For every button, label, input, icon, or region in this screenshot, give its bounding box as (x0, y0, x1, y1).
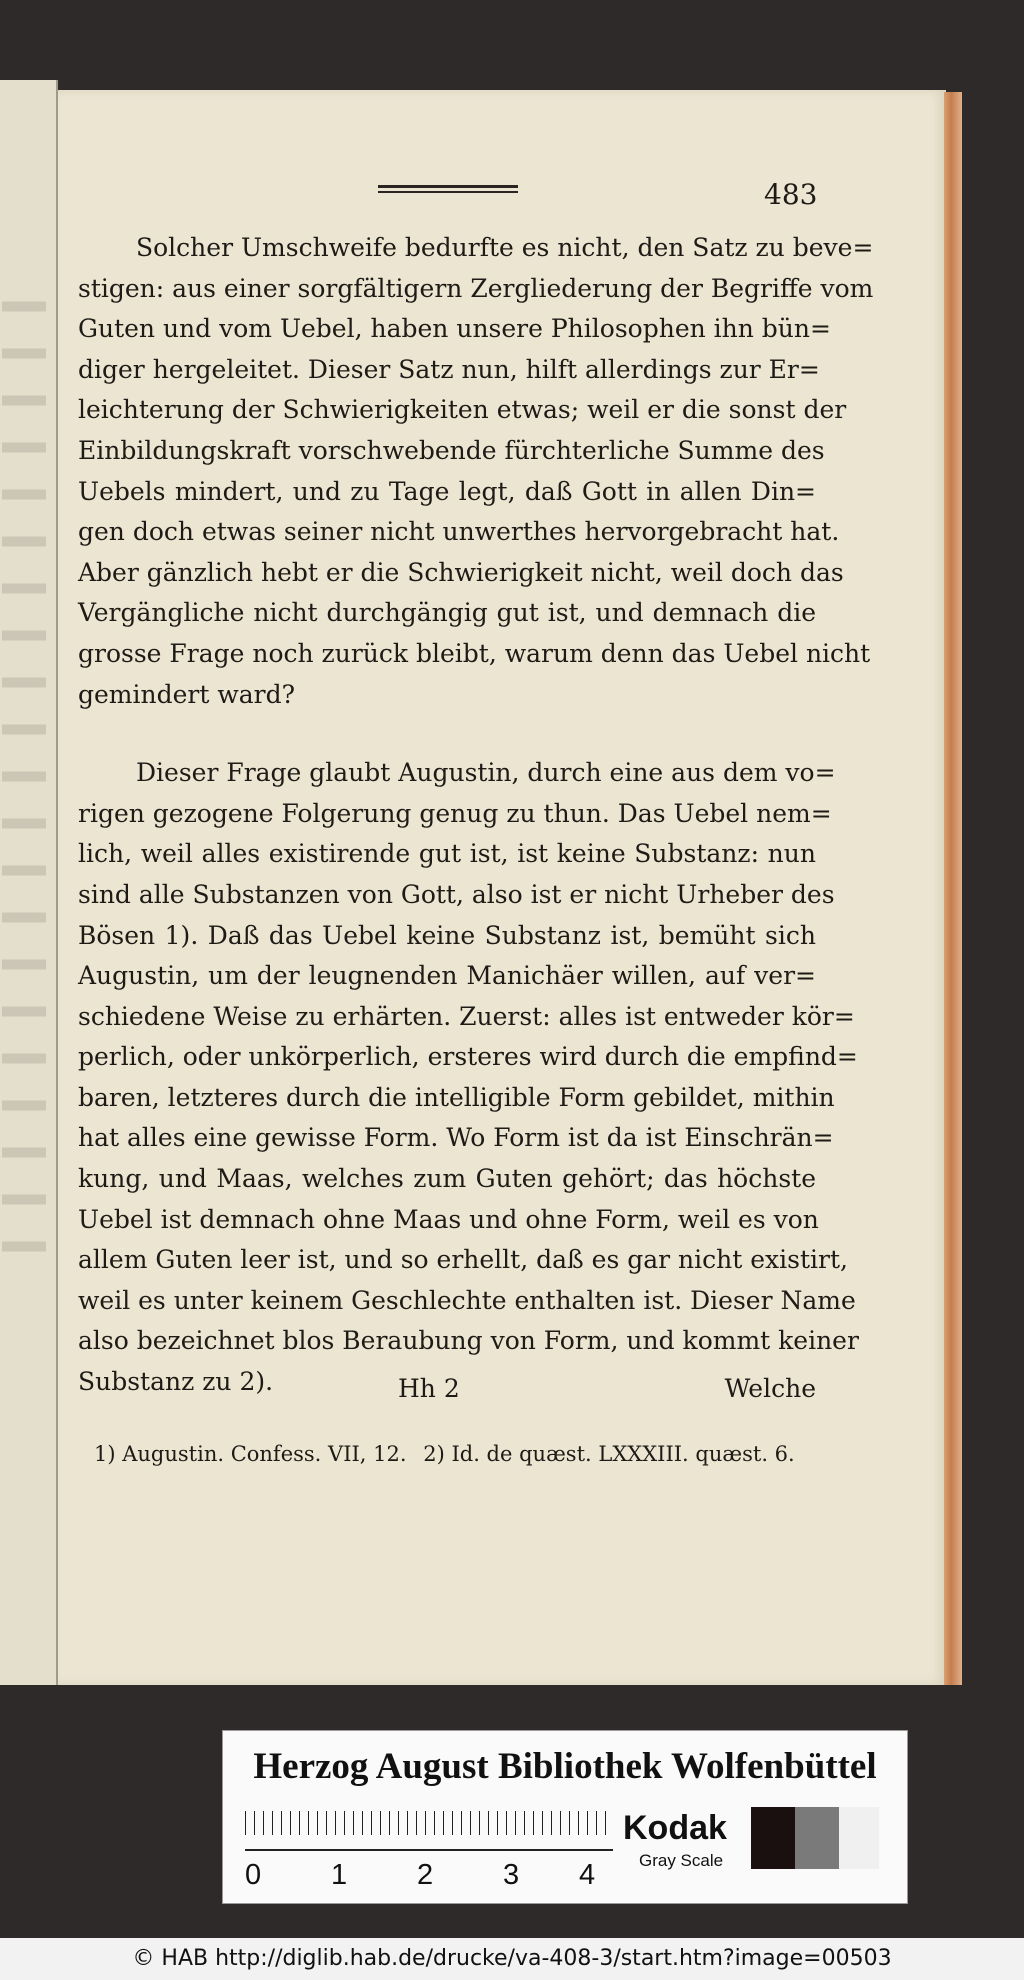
catchword-line (78, 1374, 816, 1414)
text-fragment (2, 280, 46, 327)
ruler-number: 2 (417, 1859, 434, 1891)
paragraph (78, 753, 859, 1403)
text-line: allem Guten leer ist, und so erhellt, daß es gar nicht existirt, (78, 1245, 848, 1275)
text-line: gemindert ward? (78, 679, 296, 709)
text-fragment (2, 750, 46, 797)
text-fragment (2, 327, 46, 374)
text-fragment (2, 1173, 46, 1220)
text-line: lich, weil alles existirende gut ist, ist keine Substanz: nun (78, 839, 816, 869)
text-line: grosse Frage noch zurück bleibt, warum denn das Uebel nicht (78, 638, 871, 668)
gray-scale-label: Gray Scale (639, 1851, 724, 1870)
text-line: leichterung der Schwierigkeiten etwas; weil er die sonst der (78, 395, 847, 425)
text-line: Einbildungskraft vorschwebende fürchterliche Summe des (78, 435, 825, 465)
text-fragment (2, 468, 46, 515)
gray-patch-mid (795, 1807, 839, 1869)
gray-patch-white (839, 1807, 879, 1869)
text-line: hat alles eine gewisse Form. Wo Form ist da ist Einschrän= (78, 1123, 834, 1153)
ruler-number: 1 (331, 1859, 348, 1891)
text-fragment (2, 1220, 46, 1267)
text-fragment (2, 374, 46, 421)
text-line: Augustin, um der leugnenden Manichäer willen, auf ver= (78, 961, 816, 991)
text-fragment (2, 703, 46, 750)
text-fragment (2, 844, 46, 891)
text-fragment (2, 609, 46, 656)
previous-page-edge (0, 80, 58, 1685)
text-line: Bösen 1). Daß das Uebel keine Substanz ist, bemüht sich (78, 920, 816, 950)
text-line: perlich, oder unkörperlich, ersteres wird durch die empfind= (78, 1042, 858, 1072)
text-fragment (2, 1032, 46, 1079)
ruler-ticks (245, 1811, 613, 1851)
text-fragment (2, 1126, 46, 1173)
library-name: Herzog August Bibliothek Wolfenbüttel (253, 1746, 877, 1787)
text-line: schiedene Weise zu erhärten. Zuerst: alles ist entweder kör= (78, 1001, 855, 1031)
ruler-number: 4 (579, 1859, 596, 1891)
body-text (78, 228, 874, 1403)
text-line: gen doch etwas seiner nicht unwerthes hervorgebracht hat. (78, 517, 840, 547)
text-fragment (2, 891, 46, 938)
catchword: Welche (724, 1374, 816, 1403)
book-page (58, 90, 946, 1685)
page-edge (944, 92, 962, 1685)
text-line: rigen gezogene Folgerung genug zu thun. Das Uebel nem= (78, 798, 832, 828)
text-line: Vergängliche nicht durchgängig gut ist, und demnach die (78, 598, 816, 628)
text-fragment (2, 515, 46, 562)
text-line: weil es unter keinem Geschlechte enthalten ist. Dieser Name (78, 1285, 856, 1315)
page-number: 483 (764, 178, 818, 211)
header-rule (378, 185, 518, 193)
text-fragment (2, 1079, 46, 1126)
text-fragment (2, 985, 46, 1032)
text-fragment (2, 562, 46, 609)
ruler (245, 1811, 613, 1851)
text-line: Aber gänzlich hebt er die Schwierigkeit nicht, weil doch das (78, 557, 844, 587)
text-line: Substanz zu 2). (78, 1367, 274, 1397)
text-line: also bezeichnet blos Beraubung von Form, und kommt keiner (78, 1326, 859, 1356)
footnotes (94, 1442, 834, 1466)
text-fragment (2, 656, 46, 703)
text-line: Dieser Frage glaubt Augustin, durch eine aus dem vo= (136, 758, 836, 788)
ruler-number: 0 (245, 1859, 262, 1891)
text-line: Solcher Umschweife bedurfte es nicht, den Satz zu beve= (136, 233, 874, 262)
text-fragment (2, 797, 46, 844)
text-line: stigen: aus einer sorgfältigern Zergliederung der Begriffe vom (78, 273, 874, 303)
text-fragment (2, 421, 46, 468)
text-line: kung, und Maas, welches zum Guten gehört; das höchste (78, 1164, 816, 1194)
color-target-card (222, 1730, 908, 1904)
gray-patch-black (751, 1807, 795, 1869)
text-line: diger hergeleitet. Dieser Satz nun, hilft allerdings zur Er= (78, 354, 820, 384)
copyright-footer: © HAB http://diglib.hab.de/drucke/va-408-3/start.htm?image=00503 (0, 1938, 1024, 1980)
text-line: Uebel ist demnach ohne Maas und ohne Form, weil es von (78, 1204, 819, 1234)
previous-page-text-fragments (0, 280, 56, 1267)
footnote: 2) Id. de quæst. LXXXIII. quæst. 6. (423, 1442, 795, 1466)
text-line: baren, letzteres durch die intelligible Form gebildet, mithin (78, 1082, 835, 1112)
text-line: Guten und vom Uebel, haben unsere Philosophen ihn bün= (78, 314, 831, 344)
text-fragment (2, 938, 46, 985)
footnote: 1) Augustin. Confess. VII, 12. (94, 1442, 407, 1466)
signature-mark: Hh 2 (398, 1374, 460, 1403)
paragraph (78, 228, 874, 715)
kodak-logo: Kodak (623, 1809, 727, 1847)
ruler-baseline (245, 1849, 613, 1851)
text-line: Uebels mindert, und zu Tage legt, daß Gott in allen Din= (78, 476, 816, 506)
text-line: sind alle Substanzen von Gott, also ist er nicht Urheber des (78, 879, 835, 909)
ruler-number: 3 (503, 1859, 520, 1891)
